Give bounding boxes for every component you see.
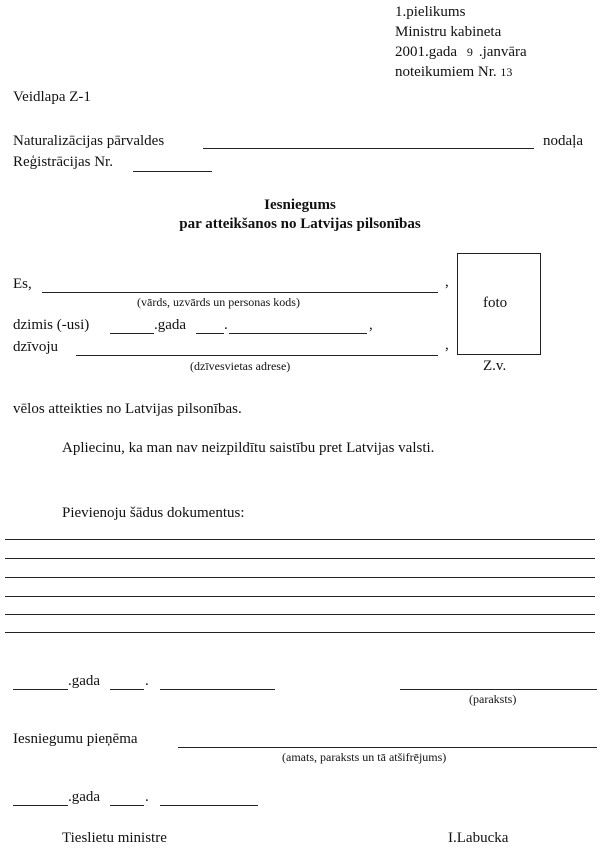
signature-field[interactable] [400,689,597,690]
born-label: dzimis (-usi) [13,317,90,333]
sign-year-field[interactable] [13,689,68,690]
birth-day-field[interactable] [196,333,224,334]
document-subtitle: par atteikšanos no Latvijas pilsonības [179,216,421,232]
registration-label: Reģistrācijas Nr. [13,154,113,170]
name-hint: (vārds, uzvārds un personas kods) [137,295,300,309]
department-label: nodaļa [543,133,583,149]
birth-month-field[interactable] [229,333,367,334]
name-field[interactable] [42,292,438,293]
accepted-gada: .gada [68,789,101,805]
live-label: dzīvoju [13,339,58,355]
board-department-field[interactable] [203,148,534,149]
annex-line3 [395,44,527,61]
board-label: Naturalizācijas pārvaldes [13,133,165,149]
address-field[interactable] [76,355,438,356]
annex-line1: 1.pielikums [395,4,466,20]
annex-line4 [395,64,512,81]
es-label: Es, [13,276,32,292]
stamp-label: Z.v. [483,358,507,374]
document-line[interactable] [5,632,595,633]
accepted-month-field[interactable] [160,805,258,806]
accepted-year-field[interactable] [13,805,68,806]
sign-day-field[interactable] [110,689,144,690]
wish-text: vēlos atteikties no Latvijas pilsonības. [13,401,242,417]
form-code: Veidlapa Z-1 [13,89,91,105]
born-comma: , [369,317,373,333]
born-gada: .gada [154,317,187,333]
document-line[interactable] [5,539,595,540]
sign-month-field[interactable] [160,689,275,690]
accepted-day-field[interactable] [110,805,144,806]
accepted-field[interactable] [178,747,597,748]
annex-line2: Ministru kabineta [395,24,502,40]
document-line[interactable] [5,614,595,615]
name-comma: , [445,274,449,290]
address-comma: , [445,337,449,353]
sign-dot: . [145,673,149,689]
attach-text: Pievienoju šādus dokumentus: [62,505,245,521]
sign-gada: .gada [68,673,101,689]
born-dot: . [224,317,228,333]
registration-number-field[interactable] [133,171,212,172]
minister-name: I.Labucka [448,830,509,846]
document-line[interactable] [5,596,595,597]
signature-hint: (paraksts) [469,692,517,706]
accepted-hint: (amats, paraksts un tā atšifrējums) [282,750,447,764]
address-hint: (dzīvesvietas adrese) [190,359,291,373]
document-line[interactable] [5,577,595,578]
accepted-label: Iesniegumu pieņēma [13,731,138,747]
annex-day: 9 [466,45,473,59]
minister-title: Tieslietu ministre [62,830,167,846]
annex-rule-number: 13 [500,65,513,79]
document-title: Iesniegums [264,197,336,213]
annex-year: 2001.gada [395,44,458,60]
annex-month: .janvāra [478,44,527,60]
document-line[interactable] [5,558,595,559]
birth-year-field[interactable] [110,333,154,334]
annex-rule: noteikumiem Nr. [395,64,497,80]
photo-label: foto [483,295,508,311]
certify-text: Apliecinu, ka man nav neizpildītu saistību pret Latvijas valsti. [62,440,435,456]
accepted-dot: . [145,789,149,805]
